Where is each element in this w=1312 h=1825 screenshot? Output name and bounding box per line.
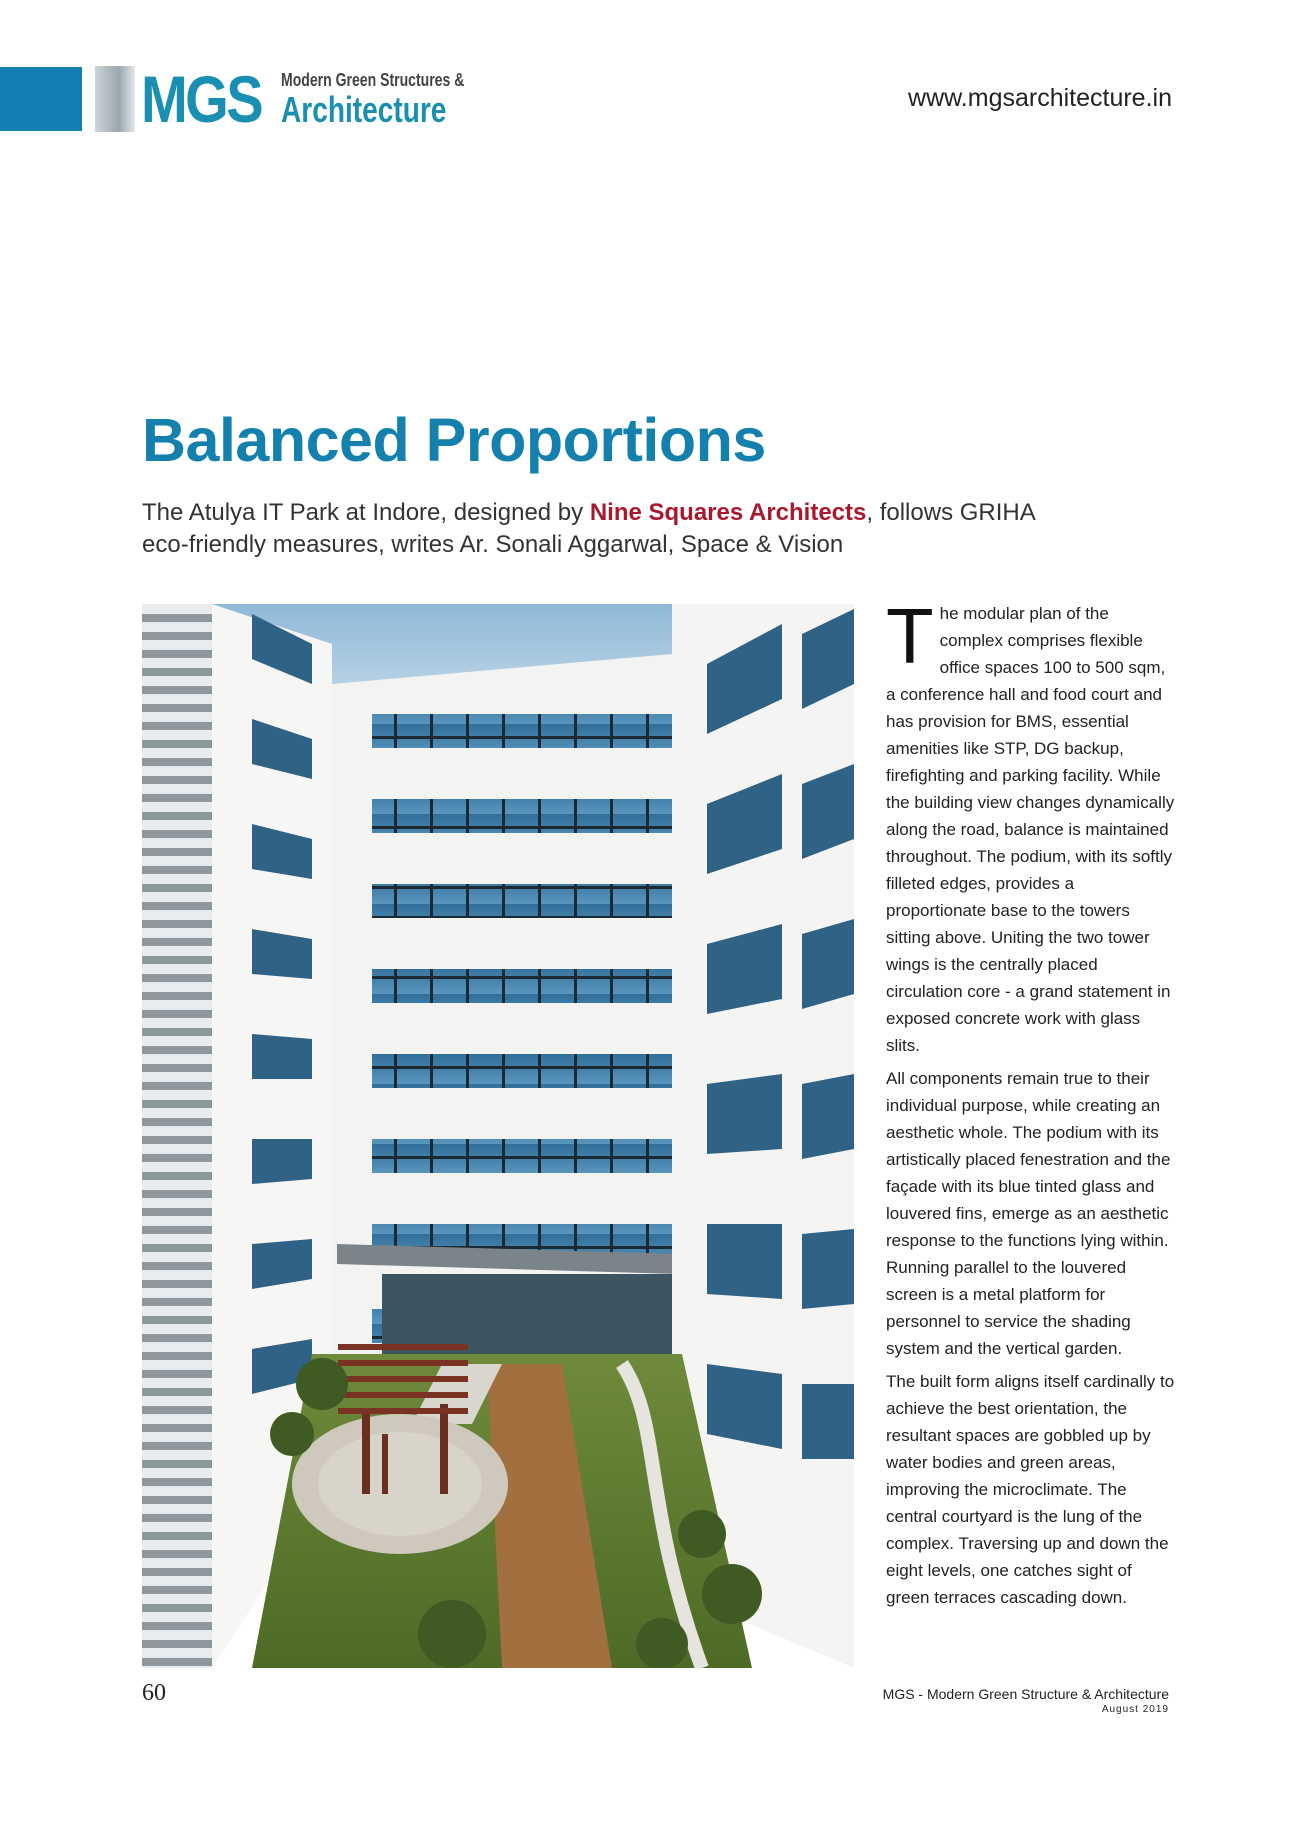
subtitle-text-2: , follows GRIHA eco-friendly measures, writes Ar. Sonali Aggarwal, Space & Vision bbox=[142, 499, 1035, 558]
footer-date: August 2019 bbox=[1101, 1704, 1169, 1715]
footer-publication: MGS - Modern Green Structure & Architecture bbox=[882, 1686, 1169, 1702]
website-url[interactable]: www.mgsarchitecture.in bbox=[908, 84, 1172, 112]
logo-gradient-bar bbox=[95, 66, 135, 132]
paragraph-1-text: he modular plan of the complex comprises flexible office spaces 100 to 500 sqm, a conference hall and food court and has provision for BMS, essential amenities like STP, DG backup, firefighting and parking facility. While the building view changes dynamically along the road, balance is maintained throughout. The podium, with its softly filleted edges, provides a proportionate base to the towers sitting above. Uniting the two tower wings is the centrally placed circulation core - a grand statement in exposed concrete work with glass slits. bbox=[886, 604, 1175, 1055]
architect-name: Nine Squares Architects bbox=[589, 499, 867, 526]
paragraph-2: All components remain true to their individual purpose, while creating an aesthetic whole. The podium with its artistically placed fenestration and the façade with its blue tinted glass and louvered fins, emerge as an aesthetic response to the functions lying within. Running parallel to the louvered screen is a metal platform for personnel to service the shading system and the vertical garden. bbox=[886, 1069, 1171, 1358]
subtitle-text-1: The Atulya IT Park at Indore, designed by bbox=[142, 499, 590, 526]
drop-cap: T bbox=[886, 592, 934, 680]
logo-tagline: Modern Green Structures & bbox=[281, 70, 465, 90]
mgs-logo bbox=[95, 62, 465, 136]
header-blue-block bbox=[0, 67, 82, 131]
logo-architecture: Architecture bbox=[281, 89, 447, 130]
paragraph-1 bbox=[886, 592, 1176, 1059]
paragraph-3: The built form aligns itself cardinally to achieve the best orientation, the resultant spaces are gobbled up by water bodies and green areas, improving the microclimate. The central courtyard is the lung of the complex. Traversing up and down the eight levels, one catches sight of green terraces cascading down. bbox=[886, 1372, 1175, 1607]
courtyard-photo bbox=[142, 604, 854, 1668]
article-body bbox=[886, 592, 1176, 1617]
article-title: Balanced Proportions bbox=[142, 406, 766, 474]
logo-mgs-text: MGS bbox=[141, 62, 262, 136]
article-subtitle bbox=[142, 497, 1042, 561]
page-number: 60 bbox=[142, 1680, 166, 1706]
